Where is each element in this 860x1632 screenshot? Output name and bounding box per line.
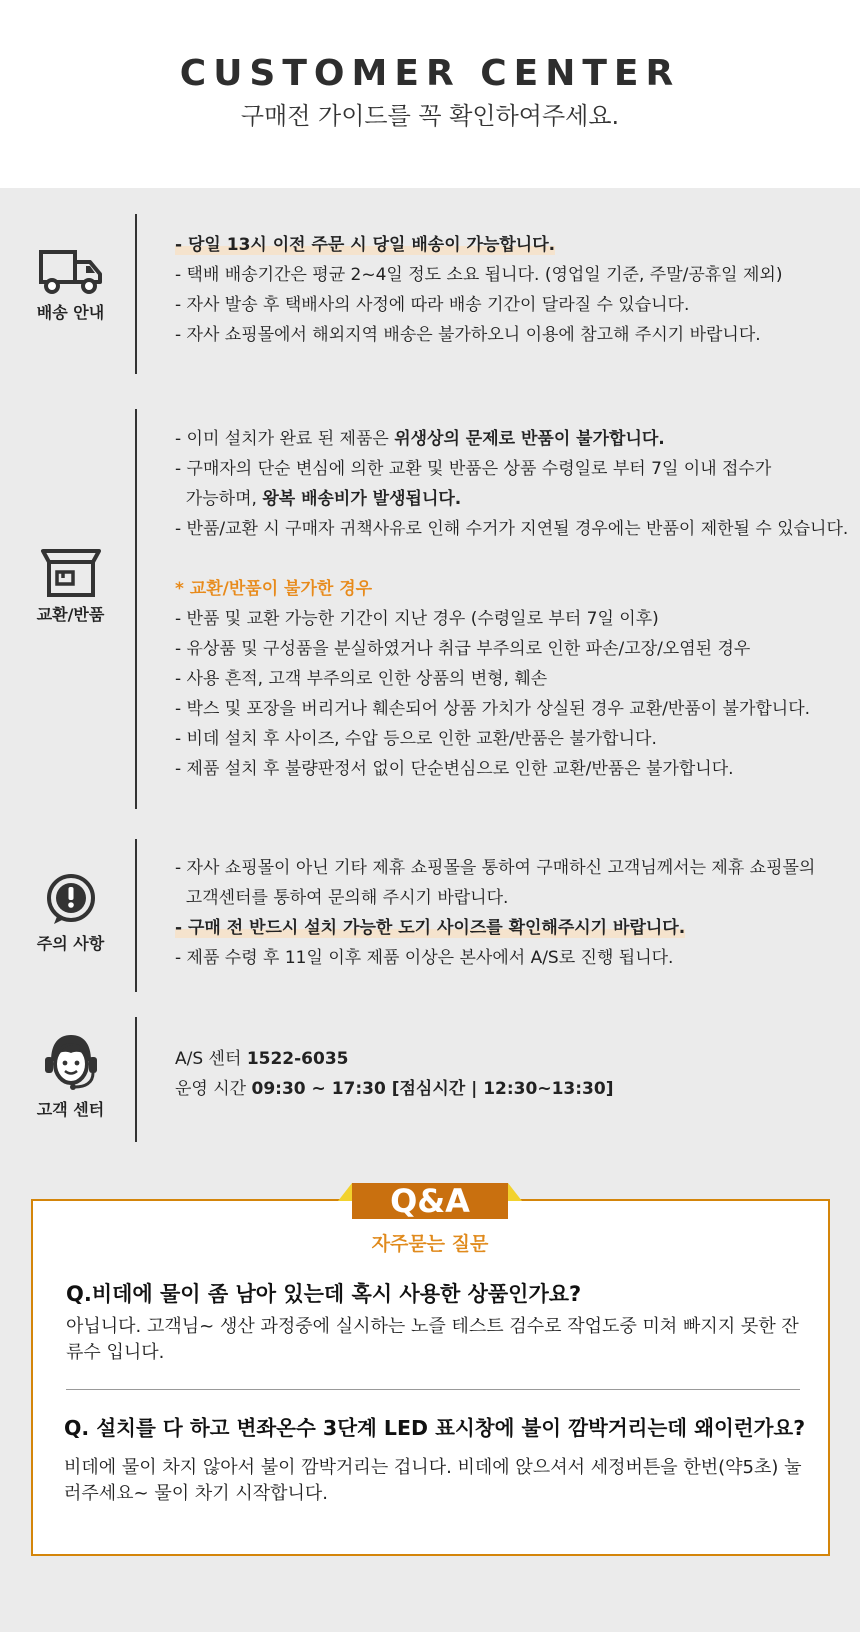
service-heading — [18, 1031, 123, 1121]
caution-line: - 자사 쇼핑몰이 아닌 기타 제휴 쇼핑몰을 통하여 구매하신 고객님께서는 제휴 쇼핑몰의 — [175, 858, 816, 878]
section-divider — [135, 214, 137, 374]
page-subtitle: 구매전 가이드를 꼭 확인하여주세요. — [240, 102, 620, 130]
exchange-line: 가능하며, 왕복 배송비가 발생됩니다. — [175, 489, 462, 509]
caution-line: - 구매 전 반드시 설치 가능한 도기 사이즈를 확인해주시기 바랍니다. — [175, 918, 686, 938]
notice-line: - 사용 흔적, 고객 부주의로 인한 상품의 변형, 훼손 — [175, 669, 548, 689]
exchange-heading — [18, 548, 123, 626]
faq-question: Q. 설치를 다 하고 변좌온수 3단계 LED 표시창에 불이 깜박거리는데 왜이런가요? — [64, 1416, 806, 1440]
qa-tab-label: Q&A — [352, 1183, 508, 1219]
page-header — [0, 0, 860, 188]
shipping-label: 배송 안내 — [36, 303, 105, 322]
shipping-line: - 자사 쇼핑몰에서 해외지역 배송은 불가하오니 이용에 참고해 주시기 바랍니다. — [175, 325, 761, 345]
notice-line: - 비데 설치 후 사이즈, 수압 등으로 인한 교환/반품은 불가합니다. — [175, 729, 657, 749]
page-title: CUSTOMER CENTER — [179, 53, 681, 94]
hours-line: 운영 시간 09:30 ~ 17:30 [점심시간 | 12:30~13:30] — [175, 1079, 614, 1099]
headset-agent-icon — [41, 1031, 101, 1093]
caution-label: 주의 사항 — [36, 934, 105, 953]
notice-line: - 제품 설치 후 불량판정서 없이 단순변심으로 인한 교환/반품은 불가합니다. — [175, 759, 734, 779]
truck-icon — [38, 248, 104, 296]
qa-subtitle: 자주묻는 질문 — [371, 1233, 489, 1255]
notice-title: * 교환/반품이 불가한 경우 — [175, 579, 373, 599]
exchange-line: - 이미 설치가 완료 된 제품은 위생상의 문제로 반품이 불가합니다. — [175, 429, 665, 449]
section-divider — [135, 839, 137, 992]
hours-value: 09:30 ~ 17:30 [점심시간 | 12:30~13:30] — [251, 1079, 614, 1099]
exclamation-icon — [44, 873, 98, 927]
section-divider — [135, 409, 137, 809]
exchange-label: 교환/반품 — [36, 605, 105, 624]
notice-line: - 유상품 및 구성품을 분실하였거나 취급 부주의로 인한 파손/고장/오염된 경우 — [175, 639, 751, 659]
exchange-line: - 반품/교환 시 구매자 귀책사유로 인해 수거가 지연될 경우에는 반품이 제한될 수 있습니다. — [175, 519, 849, 539]
qa-tab — [338, 1183, 522, 1219]
shipping-heading — [18, 248, 123, 324]
service-label: 고객 센터 — [36, 1100, 105, 1119]
faq-divider — [66, 1389, 800, 1390]
faq-answer: 비데에 물이 차지 않아서 불이 깜박거리는 겁니다. 비데에 앉으셔서 세정버튼을 한번(약5초) 눌러주세요~ 물이 차기 시작합니다. — [64, 1457, 802, 1504]
as-center-line: A/S 센터 1522-6035 — [175, 1049, 349, 1069]
shipping-line: - 택배 배송기간은 평균 2~4일 정도 소요 됩니다. (영업일 기준, 주말/공휴일 제외) — [175, 265, 783, 285]
as-phone: 1522-6035 — [246, 1049, 349, 1069]
caution-line: 고객센터를 통하여 문의해 주시기 바랍니다. — [175, 888, 509, 908]
shipping-line: - 당일 13시 이전 주문 시 당일 배송이 가능합니다. — [175, 235, 556, 255]
section-divider — [135, 1017, 137, 1142]
shipping-line: - 자사 발송 후 택배사의 사정에 따라 배송 기간이 달라질 수 있습니다. — [175, 295, 690, 315]
notice-line: - 반품 및 교환 가능한 기간이 지난 경우 (수령일로 부터 7일 이후) — [175, 609, 659, 629]
faq-answer: 아닙니다. 고객님~ 생산 과정중에 실시하는 노즐 테스트 검수로 작업도중 미쳐 빠지지 못한 잔류수 입니다. — [66, 1316, 799, 1363]
caution-line: - 제품 수령 후 11일 이후 제품 이상은 본사에서 A/S로 진행 됩니다. — [175, 948, 674, 968]
notice-line: - 박스 및 포장을 버리거나 훼손되어 상품 가치가 상실된 경우 교환/반품이 불가합니다. — [175, 699, 811, 719]
caution-heading — [18, 873, 123, 955]
exchange-line: - 구매자의 단순 변심에 의한 교환 및 반품은 상품 수령일로 부터 7일 이내 접수가 — [175, 459, 772, 479]
box-icon — [40, 548, 102, 598]
faq-question: Q.비데에 물이 좀 남아 있는데 혹시 사용한 상품인가요? — [66, 1282, 582, 1306]
